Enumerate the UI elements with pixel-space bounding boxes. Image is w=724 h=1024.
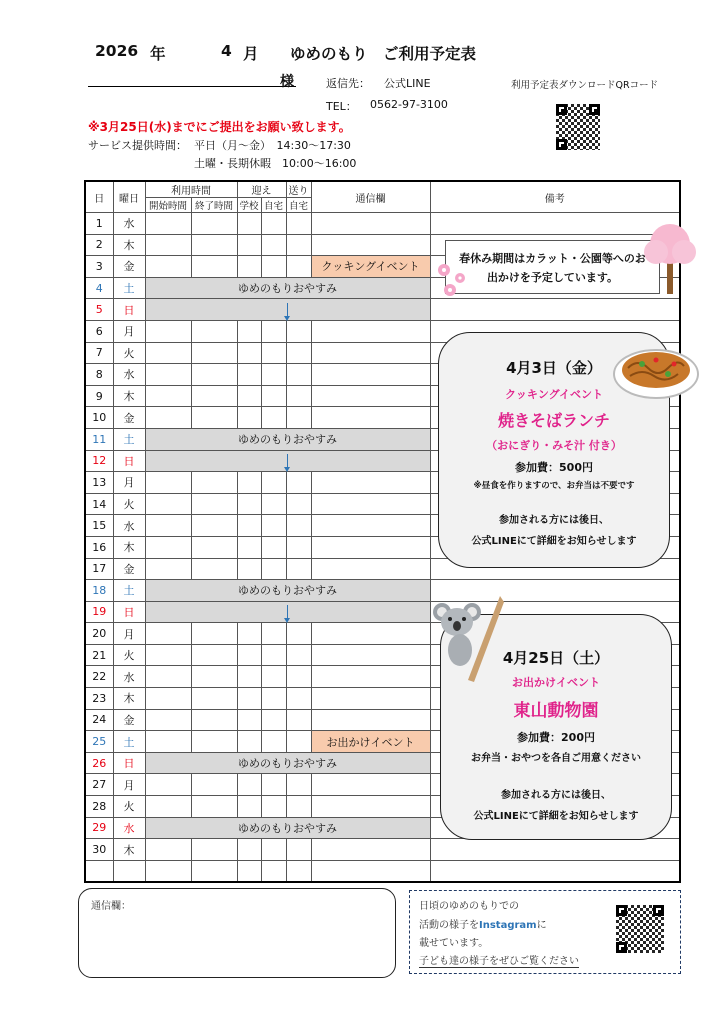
- school-pickup-cell[interactable]: [237, 213, 261, 235]
- header-home2: 自宅: [286, 198, 311, 213]
- header-comm: 通信欄: [311, 181, 430, 213]
- start-time-cell[interactable]: [145, 666, 191, 688]
- start-time-cell[interactable]: [145, 493, 191, 515]
- insta-line-1: 日頃のゆめのもりでの: [419, 901, 519, 912]
- weekday-cell: 木: [113, 385, 145, 407]
- notice-line-1: 春休み期間はカラット・公園等へのお: [459, 252, 646, 265]
- weekday-cell: 木: [113, 536, 145, 558]
- end-time-cell[interactable]: [191, 860, 237, 882]
- page-title: ゆめのもり ご利用予定表: [290, 45, 477, 63]
- start-time-cell[interactable]: [145, 342, 191, 364]
- header-dropoff: 送り: [286, 181, 311, 198]
- event2-date: 4月25日（土）: [502, 649, 610, 667]
- home-dropoff-cell[interactable]: [286, 688, 311, 710]
- home-pickup-cell[interactable]: [261, 774, 286, 796]
- comm-cell[interactable]: [311, 342, 430, 364]
- school-pickup-cell[interactable]: [237, 623, 261, 645]
- notes-cell[interactable]: [430, 860, 680, 882]
- weekday-cell: 月: [113, 472, 145, 494]
- closed-cell: [145, 601, 430, 623]
- instagram-qr-icon[interactable]: [616, 905, 664, 953]
- event2-info-2: 公式LINEにて詳細をお知らせします: [473, 811, 639, 822]
- start-time-cell[interactable]: [145, 796, 191, 818]
- home-pickup-cell[interactable]: [261, 385, 286, 407]
- end-time-cell[interactable]: [191, 407, 237, 429]
- start-time-cell[interactable]: [145, 515, 191, 537]
- comm-cell[interactable]: [311, 644, 430, 666]
- event1-kind: クッキングイベント: [504, 388, 604, 401]
- home-pickup-cell[interactable]: [261, 558, 286, 580]
- day-cell: 24: [85, 709, 113, 731]
- start-time-cell[interactable]: [145, 320, 191, 342]
- end-time-cell[interactable]: [191, 256, 237, 278]
- closed-cell: ゆめのもりおやすみ: [145, 277, 430, 299]
- end-time-cell[interactable]: [191, 644, 237, 666]
- day-cell: 14: [85, 493, 113, 515]
- school-pickup-cell[interactable]: [237, 472, 261, 494]
- end-time-cell[interactable]: [191, 623, 237, 645]
- home-dropoff-cell[interactable]: [286, 472, 311, 494]
- weekday-cell: 火: [113, 342, 145, 364]
- comment-box[interactable]: [78, 888, 396, 978]
- school-pickup-cell[interactable]: [237, 688, 261, 710]
- home-dropoff-cell[interactable]: [286, 796, 311, 818]
- comm-cell[interactable]: [311, 623, 430, 645]
- comm-cell[interactable]: [311, 364, 430, 386]
- start-time-cell[interactable]: [145, 860, 191, 882]
- day-cell: 6: [85, 320, 113, 342]
- weekday-cell: 土: [113, 731, 145, 753]
- day-cell: 25: [85, 731, 113, 753]
- school-pickup-cell[interactable]: [237, 796, 261, 818]
- start-time-cell[interactable]: [145, 213, 191, 235]
- home-pickup-cell[interactable]: [261, 472, 286, 494]
- year: 2026: [95, 42, 139, 60]
- weekday-cell: 水: [113, 364, 145, 386]
- weekday-cell: 金: [113, 407, 145, 429]
- weekday-cell: 日: [113, 450, 145, 472]
- start-time-cell[interactable]: [145, 385, 191, 407]
- weekday-cell: 金: [113, 558, 145, 580]
- home-pickup-cell[interactable]: [261, 515, 286, 537]
- comm-cell[interactable]: [311, 666, 430, 688]
- insta-line-2c: に: [536, 920, 547, 931]
- weekday-cell: 土: [113, 428, 145, 450]
- event2-kind: お出かけイベント: [512, 676, 600, 689]
- end-time-cell[interactable]: [191, 364, 237, 386]
- insta-line-2: [419, 916, 547, 931]
- school-pickup-cell[interactable]: [237, 644, 261, 666]
- event1-note: ※昼食を作りますので、お弁当は不要です: [473, 481, 635, 491]
- home-pickup-cell[interactable]: [261, 644, 286, 666]
- start-time-cell[interactable]: [145, 644, 191, 666]
- event-cell: クッキングイベント: [311, 256, 430, 278]
- day-cell: 22: [85, 666, 113, 688]
- header-home1: 自宅: [261, 198, 286, 213]
- home-dropoff-cell[interactable]: [286, 493, 311, 515]
- closed-cell: [145, 299, 430, 321]
- school-pickup-cell[interactable]: [237, 234, 261, 256]
- home-dropoff-cell[interactable]: [286, 644, 311, 666]
- weekday-hours: 平日（月～金） 14:30～17:30: [194, 139, 351, 152]
- day-cell: 17: [85, 558, 113, 580]
- closed-cell: ゆめのもりおやすみ: [145, 752, 430, 774]
- day-cell: 4: [85, 277, 113, 299]
- notes-cell[interactable]: [430, 839, 680, 861]
- day-cell: 9: [85, 385, 113, 407]
- school-pickup-cell[interactable]: [237, 493, 261, 515]
- event1-fee: 参加費：500円: [515, 461, 593, 474]
- school-pickup-cell[interactable]: [237, 256, 261, 278]
- weekday-cell: 金: [113, 709, 145, 731]
- weekday-cell: 木: [113, 234, 145, 256]
- school-pickup-cell[interactable]: [237, 342, 261, 364]
- insta-line-3: 載せています。: [419, 938, 489, 949]
- day-cell: 26: [85, 752, 113, 774]
- end-time-cell[interactable]: [191, 666, 237, 688]
- end-time-cell[interactable]: [191, 796, 237, 818]
- home-pickup-cell[interactable]: [261, 839, 286, 861]
- day-cell: 19: [85, 601, 113, 623]
- day-cell: 1: [85, 213, 113, 235]
- notice-line-2: 出かけを予定しています。: [486, 271, 619, 284]
- day-cell: 27: [85, 774, 113, 796]
- home-pickup-cell[interactable]: [261, 688, 286, 710]
- start-time-cell[interactable]: [145, 709, 191, 731]
- home-dropoff-cell[interactable]: [286, 623, 311, 645]
- table-row: [85, 860, 680, 882]
- home-pickup-cell[interactable]: [261, 536, 286, 558]
- weekday-cell: 火: [113, 493, 145, 515]
- instagram-link[interactable]: Instagram: [479, 920, 537, 931]
- comm-cell[interactable]: [311, 839, 430, 861]
- arrow-down-icon: [287, 605, 288, 619]
- weekday-cell: 水: [113, 515, 145, 537]
- home-dropoff-cell[interactable]: [286, 558, 311, 580]
- arrow-down-icon: [287, 454, 288, 468]
- day-cell: 2: [85, 234, 113, 256]
- weekday-cell: 木: [113, 688, 145, 710]
- end-time-cell[interactable]: [191, 234, 237, 256]
- deadline-notice: ※3月25日(水)までにご提出をお願い致します。: [88, 120, 351, 134]
- comm-cell[interactable]: [311, 860, 430, 882]
- day-cell: 20: [85, 623, 113, 645]
- start-time-cell[interactable]: [145, 536, 191, 558]
- end-time-cell[interactable]: [191, 472, 237, 494]
- reply-value: 公式LINE: [384, 77, 431, 90]
- home-pickup-cell[interactable]: [261, 731, 286, 753]
- header-day: 日: [85, 181, 113, 213]
- closed-cell: ゆめのもりおやすみ: [145, 428, 430, 450]
- end-time-cell[interactable]: [191, 688, 237, 710]
- weekday-cell: 火: [113, 796, 145, 818]
- home-pickup-cell[interactable]: [261, 666, 286, 688]
- home-pickup-cell[interactable]: [261, 796, 286, 818]
- end-time-cell[interactable]: [191, 536, 237, 558]
- home-pickup-cell[interactable]: [261, 256, 286, 278]
- end-time-cell[interactable]: [191, 774, 237, 796]
- header-school: 学校: [237, 198, 261, 213]
- comm-cell[interactable]: [311, 493, 430, 515]
- comm-cell[interactable]: [311, 407, 430, 429]
- day-cell: 13: [85, 472, 113, 494]
- school-pickup-cell[interactable]: [237, 709, 261, 731]
- event1-sub: （おにぎり・みそ汁 付き）: [486, 439, 622, 452]
- start-time-cell[interactable]: [145, 774, 191, 796]
- insta-line-4: 子ども達の様子をぜひご覧ください: [419, 952, 579, 968]
- end-time-cell[interactable]: [191, 731, 237, 753]
- home-pickup-cell[interactable]: [261, 407, 286, 429]
- weekday-cell: 月: [113, 774, 145, 796]
- event1-info-2: 公式LINEにて詳細をお知らせします: [471, 536, 637, 547]
- home-dropoff-cell[interactable]: [286, 364, 311, 386]
- school-pickup-cell[interactable]: [237, 364, 261, 386]
- weekday-cell: [113, 860, 145, 882]
- end-time-cell[interactable]: [191, 493, 237, 515]
- comm-cell[interactable]: [311, 688, 430, 710]
- home-dropoff-cell[interactable]: [286, 320, 311, 342]
- koala-icon: [428, 596, 504, 682]
- start-time-cell[interactable]: [145, 234, 191, 256]
- home-dropoff-cell[interactable]: [286, 385, 311, 407]
- school-pickup-cell[interactable]: [237, 839, 261, 861]
- home-dropoff-cell[interactable]: [286, 213, 311, 235]
- home-pickup-cell[interactable]: [261, 213, 286, 235]
- home-dropoff-cell[interactable]: [286, 860, 311, 882]
- table-row: [85, 580, 680, 602]
- event2-name: 東山動物園: [513, 701, 599, 721]
- day-cell: 12: [85, 450, 113, 472]
- day-cell: 28: [85, 796, 113, 818]
- header-pickup: 迎え: [237, 181, 286, 198]
- header-usage: 利用時間: [145, 181, 237, 198]
- start-time-cell[interactable]: [145, 256, 191, 278]
- home-dropoff-cell[interactable]: [286, 536, 311, 558]
- closed-cell: ゆめのもりおやすみ: [145, 817, 430, 839]
- table-row: [85, 299, 680, 321]
- end-time-cell[interactable]: [191, 385, 237, 407]
- month: 4: [221, 42, 232, 60]
- day-cell: 8: [85, 364, 113, 386]
- home-pickup-cell[interactable]: [261, 320, 286, 342]
- comm-cell[interactable]: [311, 472, 430, 494]
- sama-label: 様: [280, 74, 294, 90]
- end-time-cell[interactable]: [191, 515, 237, 537]
- end-time-cell[interactable]: [191, 709, 237, 731]
- notes-cell[interactable]: [430, 299, 680, 321]
- event2-fee: 参加費：200円: [517, 731, 595, 744]
- school-pickup-cell[interactable]: [237, 860, 261, 882]
- event1-name: 焼きそばランチ: [497, 411, 610, 430]
- service-label: サービス提供時間：: [88, 139, 187, 152]
- start-time-cell[interactable]: [145, 558, 191, 580]
- month-unit: 月: [243, 45, 259, 63]
- home-pickup-cell[interactable]: [261, 234, 286, 256]
- day-cell: 10: [85, 407, 113, 429]
- day-cell: 3: [85, 256, 113, 278]
- home-dropoff-cell[interactable]: [286, 342, 311, 364]
- end-time-cell[interactable]: [191, 558, 237, 580]
- header-start: 開始時間: [145, 198, 191, 213]
- home-pickup-cell[interactable]: [261, 493, 286, 515]
- start-time-cell[interactable]: [145, 688, 191, 710]
- home-pickup-cell[interactable]: [261, 709, 286, 731]
- school-pickup-cell[interactable]: [237, 774, 261, 796]
- day-cell: 30: [85, 839, 113, 861]
- school-pickup-cell[interactable]: [237, 666, 261, 688]
- end-time-cell[interactable]: [191, 839, 237, 861]
- school-pickup-cell[interactable]: [237, 515, 261, 537]
- event2-info-1: 参加される方には後日、: [501, 790, 611, 801]
- day-cell: 11: [85, 428, 113, 450]
- weekday-cell: 水: [113, 666, 145, 688]
- comm-cell[interactable]: [311, 774, 430, 796]
- weekday-cell: 日: [113, 601, 145, 623]
- weekday-cell: 日: [113, 752, 145, 774]
- download-qr-icon[interactable]: [556, 104, 600, 150]
- start-time-cell[interactable]: [145, 623, 191, 645]
- end-time-cell[interactable]: [191, 342, 237, 364]
- start-time-cell[interactable]: [145, 731, 191, 753]
- school-pickup-cell[interactable]: [237, 320, 261, 342]
- home-pickup-cell[interactable]: [261, 623, 286, 645]
- header-notes: 備考: [430, 181, 680, 213]
- tel-value: 0562-97-3100: [370, 98, 448, 111]
- comm-cell[interactable]: [311, 213, 430, 235]
- weekday-cell: 水: [113, 817, 145, 839]
- event1-info-1: 参加される方には後日、: [499, 515, 609, 526]
- end-time-cell[interactable]: [191, 320, 237, 342]
- header-end: 終了時間: [191, 198, 237, 213]
- home-pickup-cell[interactable]: [261, 364, 286, 386]
- table-row: [85, 839, 680, 861]
- comm-cell[interactable]: [311, 558, 430, 580]
- reply-label: 返信先：: [326, 77, 370, 90]
- weekday-cell: 水: [113, 213, 145, 235]
- comm-cell[interactable]: [311, 796, 430, 818]
- weekday-cell: 金: [113, 256, 145, 278]
- day-cell: 7: [85, 342, 113, 364]
- home-dropoff-cell[interactable]: [286, 839, 311, 861]
- comm-cell[interactable]: [311, 536, 430, 558]
- qr-label: 利用予定表ダウンロードQRコード: [511, 80, 659, 91]
- name-line: [88, 86, 296, 87]
- home-dropoff-cell[interactable]: [286, 731, 311, 753]
- home-dropoff-cell[interactable]: [286, 774, 311, 796]
- weekend-hours: 土曜・長期休暇 10:00～16:00: [194, 157, 357, 170]
- day-cell: 21: [85, 644, 113, 666]
- event2-note: お弁当・おやつを各自ご用意ください: [471, 753, 641, 764]
- comm-cell[interactable]: [311, 320, 430, 342]
- day-cell: 5: [85, 299, 113, 321]
- home-dropoff-cell[interactable]: [286, 407, 311, 429]
- weekday-cell: 火: [113, 644, 145, 666]
- event-cell: お出かけイベント: [311, 731, 430, 753]
- home-dropoff-cell[interactable]: [286, 666, 311, 688]
- header-weekday: 曜日: [113, 181, 145, 213]
- weekday-cell: 日: [113, 299, 145, 321]
- cherry-tree-icon: [638, 218, 702, 298]
- end-time-cell[interactable]: [191, 213, 237, 235]
- weekday-cell: 土: [113, 277, 145, 299]
- weekday-cell: 土: [113, 580, 145, 602]
- comm-cell[interactable]: [311, 709, 430, 731]
- weekday-cell: 木: [113, 839, 145, 861]
- start-time-cell[interactable]: [145, 839, 191, 861]
- day-cell: 29: [85, 817, 113, 839]
- event1-date: 4月3日（金）: [506, 359, 602, 377]
- closed-cell: [145, 450, 430, 472]
- home-pickup-cell[interactable]: [261, 860, 286, 882]
- home-dropoff-cell[interactable]: [286, 256, 311, 278]
- cherry-blossom-icon: [430, 256, 478, 300]
- day-cell: 23: [85, 688, 113, 710]
- year-unit: 年: [150, 45, 166, 63]
- start-time-cell[interactable]: [145, 472, 191, 494]
- table-row: [85, 213, 680, 235]
- arrow-down-icon: [287, 303, 288, 317]
- closed-cell: ゆめのもりおやすみ: [145, 580, 430, 602]
- school-pickup-cell[interactable]: [237, 536, 261, 558]
- school-pickup-cell[interactable]: [237, 558, 261, 580]
- school-pickup-cell[interactable]: [237, 407, 261, 429]
- weekday-cell: 月: [113, 320, 145, 342]
- weekday-cell: 月: [113, 623, 145, 645]
- start-time-cell[interactable]: [145, 407, 191, 429]
- day-cell: 16: [85, 536, 113, 558]
- comm-cell[interactable]: [311, 234, 430, 256]
- comment-label: 通信欄：: [91, 901, 131, 912]
- yakisoba-plate-icon: [612, 340, 700, 402]
- school-pickup-cell[interactable]: [237, 731, 261, 753]
- home-pickup-cell[interactable]: [261, 342, 286, 364]
- home-dropoff-cell[interactable]: [286, 515, 311, 537]
- comm-cell[interactable]: [311, 385, 430, 407]
- tel-label: TEL：: [326, 100, 357, 113]
- start-time-cell[interactable]: [145, 364, 191, 386]
- home-dropoff-cell[interactable]: [286, 709, 311, 731]
- insta-line-2a: 活動の様子を: [419, 920, 479, 931]
- day-cell: 18: [85, 580, 113, 602]
- school-pickup-cell[interactable]: [237, 385, 261, 407]
- comm-cell[interactable]: [311, 515, 430, 537]
- day-cell: 15: [85, 515, 113, 537]
- home-dropoff-cell[interactable]: [286, 234, 311, 256]
- day-cell: [85, 860, 113, 882]
